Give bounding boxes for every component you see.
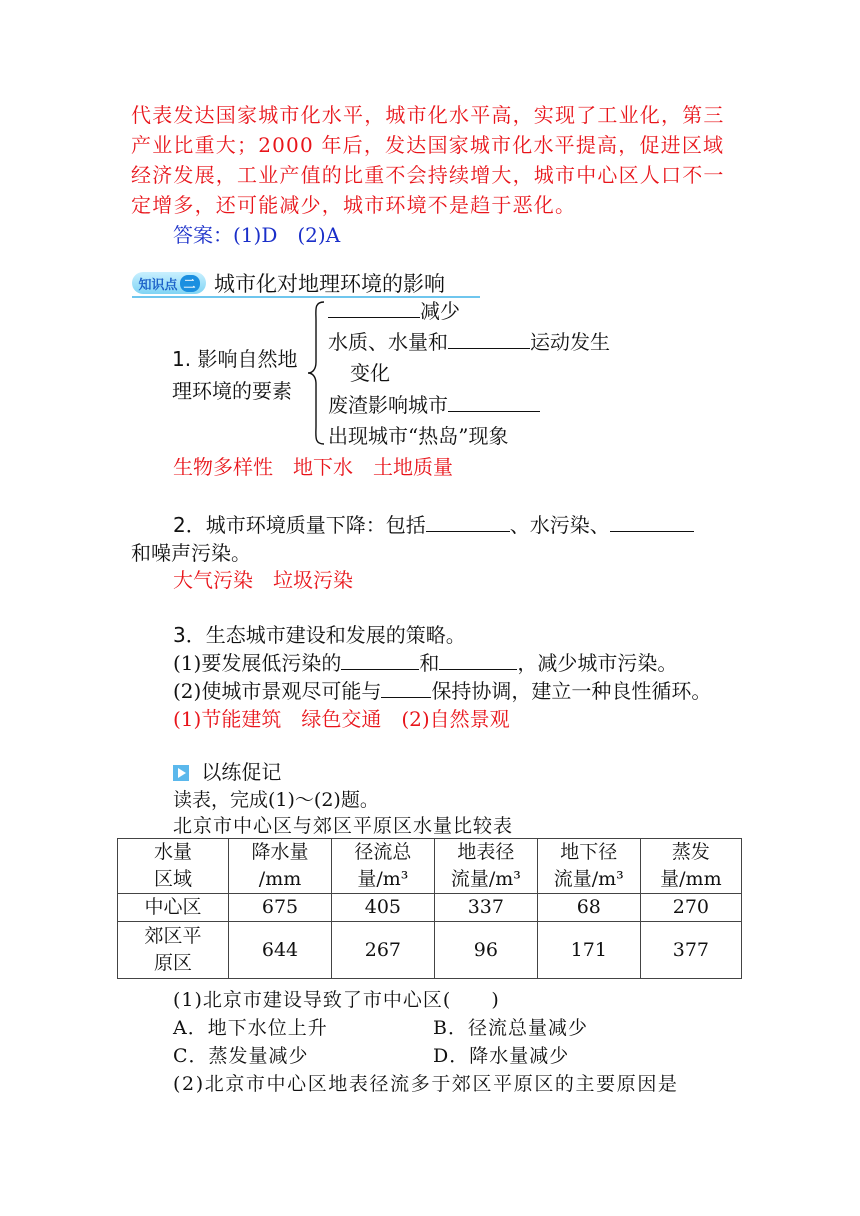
item3-l2-b: 保持协调，建立一种良性循环。 — [431, 679, 712, 703]
blank[interactable] — [448, 411, 540, 412]
item1-label-line2: 理环境的要素 — [172, 379, 292, 403]
blank[interactable] — [328, 317, 420, 318]
play-icon — [173, 765, 189, 781]
option-d[interactable]: D．降水量减少 — [433, 1045, 570, 1067]
item1-b2-suffix: 运动发生 — [530, 330, 610, 354]
item1-branch-4: 出现城市“热岛”现象 — [328, 424, 509, 448]
table-header-row — [118, 839, 742, 894]
table-cell: 644 — [229, 922, 332, 979]
item3-l1-c: ，减少城市污染。 — [517, 651, 678, 675]
table-cell: 171 — [537, 922, 640, 979]
blank[interactable] — [426, 531, 510, 532]
item2-mid2: 、水污染、 — [509, 513, 610, 537]
question-1: (1)北京市建设导致了市中心区( ) — [173, 989, 500, 1011]
item3-l1-a: (1)要发展低污染的 — [173, 651, 342, 675]
item1-answer: 生物多样性 地下水 土地质量 — [173, 455, 453, 479]
header-cell: 地下径 流量/m³ — [537, 839, 640, 894]
brace-icon — [306, 300, 328, 446]
intro-line-2: 产业比重大；2000 年后，发达国家城市化水平提高，促进区域 — [131, 133, 725, 157]
option-b[interactable]: B．径流总量减少 — [433, 1017, 588, 1039]
table-row — [118, 922, 742, 979]
row-label: 郊区平 原区 — [118, 922, 229, 979]
header-cell: 降水量 /mm — [229, 839, 332, 894]
item1-b1-text: 减少 — [420, 299, 460, 323]
item1-branch-2 — [328, 327, 610, 358]
row-label: 中心区 — [118, 894, 229, 922]
table-cell: 68 — [537, 894, 640, 922]
item1-branch-1 — [328, 296, 460, 327]
intro-line-3: 经济发展，工业产值的比重不会持续增大，城市中心区人口不一 — [131, 163, 725, 187]
table-cell: 337 — [434, 894, 537, 922]
question-2: (2)北京市中心区地表径流多于郊区平原区的主要原因是 — [173, 1073, 679, 1095]
practice-heading — [173, 757, 281, 787]
item3-title: 3．生态城市建设和发展的策略。 — [173, 623, 466, 647]
item2-mid1: 包括 — [385, 513, 426, 537]
item2-line-2: 和噪声污染。 — [131, 541, 251, 565]
practice-title: 以练促记 — [201, 760, 282, 784]
blank[interactable] — [610, 531, 694, 532]
table-caption: 北京市中心区与郊区平原区水量比较表 — [173, 815, 514, 837]
table-cell: 270 — [640, 894, 741, 922]
item3-answer: (1)节能建筑 绿色交通 (2)自然景观 — [173, 707, 510, 731]
option-a[interactable]: A．地下水位上升 — [173, 1017, 328, 1039]
table-cell: 96 — [434, 922, 537, 979]
intro-line-4: 定增多，还可能减少，城市环境不是趋于恶化。 — [131, 193, 577, 217]
item3-line-1 — [173, 648, 677, 678]
blank[interactable] — [341, 669, 419, 670]
table-cell: 675 — [229, 894, 332, 922]
section-title: 城市化对地理环境的影响 — [214, 272, 445, 296]
section-badge-number: 二 — [180, 275, 200, 292]
section-badge-text: 知识点 — [138, 277, 178, 293]
blank[interactable] — [448, 348, 530, 349]
item1-label — [172, 343, 297, 407]
blank[interactable] — [439, 669, 517, 670]
item3-l2-a: (2)使城市景观尽可能与 — [173, 679, 382, 703]
item3-l1-b: 和 — [419, 651, 440, 675]
item1-b3-prefix: 废渣影响城市 — [328, 393, 448, 417]
table-cell: 405 — [331, 894, 434, 922]
option-c[interactable]: C．蒸发量减少 — [173, 1045, 309, 1067]
item1-branch-3 — [328, 390, 540, 421]
header-cell: 水量 区域 — [118, 839, 229, 894]
header-cell: 地表径 流量/m³ — [434, 839, 537, 894]
item1-label-line1: 1. 影响自然地 — [172, 347, 298, 371]
item1-b2-continuation: 变化 — [350, 361, 390, 385]
blank[interactable] — [381, 697, 431, 698]
item3-line-2 — [173, 676, 711, 706]
item1-b2-prefix: 水质、水量和 — [328, 330, 448, 354]
item2-line-1 — [173, 510, 694, 540]
practice-instruction: 读表，完成(1)～(2)题。 — [173, 789, 379, 811]
table-cell: 377 — [640, 922, 741, 979]
section-badge — [132, 272, 206, 294]
table-cell: 267 — [331, 922, 434, 979]
intro-line-1: 代表发达国家城市化水平，城市化水平高，实现了工业化，第三 — [131, 103, 725, 127]
header-cell: 蒸发 量/mm — [640, 839, 741, 894]
water-comparison-table — [117, 838, 742, 979]
item2-prefix: 2．城市环境质量下降： — [173, 513, 386, 537]
item2-answer: 大气污染 垃圾污染 — [173, 568, 353, 592]
intro-answer: 答案：(1)D (2)A — [173, 223, 341, 247]
header-cell: 径流总 量/m³ — [331, 839, 434, 894]
table-row — [118, 894, 742, 922]
